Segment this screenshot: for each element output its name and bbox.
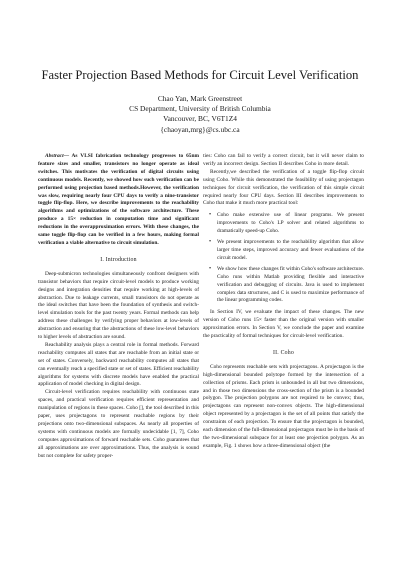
address: Vancouver, BC, V6T1Z4: [163, 114, 237, 124]
right-paragraph-1: Recently,we described the verification of a toggle flip-flop circuit using Coho. While this demonstrated the feasibility of using projectagon techniques for circuit verification, the verification of this simple circuit required nearly four CPU days. Section III describes improvements to Coho that make it much more practical tool:: [203, 168, 364, 207]
section-heading-coho: II. Coho: [273, 349, 294, 356]
abstract-text: — As VLSI fabrication technology progresses to 65nm feature sizes and smaller, transistors no longer operate as ideal switches. This motivates the verification of digital circuits using continuous models. Recently, we showed how such verification can be performed using projection based methods.However, the verification was slow, requiring nearly four CPU days to verify a nine-transistor toggle flip-flop. Here, we describe improvements to the reachability algorithms and optimizations of the software architecture. These produce a 15× reduction in computation time and significant reductions in the overapproximation errors. With these changes, the same toggle flip-flop can be verified in a few hours, making formal verification a viable alternative to circuit simulation.: [38, 153, 199, 246]
email: {chaoyan,mrg}@cs.ubc.ca: [160, 124, 240, 134]
right-column: [203, 153, 364, 451]
improvement-list: [203, 212, 364, 305]
list-item: • Coho make extensive use of linear programs. We present improvements to Coho's LP solver and related algorithms to dramatically speed-up Coho.: [217, 212, 364, 236]
affiliation: CS Department, University of British Columbia: [129, 104, 271, 114]
list-item: • We present improvements to the reachability algorithm that allow larger time steps, improved accuracy and fewer evaluations of the circuit model.: [217, 239, 364, 263]
author-block: [20, 94, 380, 135]
left-column: [38, 153, 199, 461]
paper-title: Faster Projection Based Methods for Circuit Level Verification: [41, 68, 359, 82]
right-paragraph-0: ties: Coho can fail to verify a correct circuit, but it will never claim to verify an incorrect design. Section II describes Coho in more detail.: [203, 153, 364, 167]
right-paragraph-2: In Section IV, we evaluate the impact of these changes. The new version of Coho runs 15× faster than the original version with smaller approximation errors. In Section V, we conclude the paper and examine the practicality of formal techniques for circuit-level verification.: [203, 309, 364, 340]
section-heading-introduction: I. Introduction: [100, 256, 137, 263]
right-paragraph-3: Coho represents reachable sets with projectagons. A projectagon is the high-dimensional bounded polytope formed by the intersection of a collection of prisms. Each prism is unbounded in all but two dimensions, and in those two dimensions the cross-section of the prism is a bounded polygon. The projection polygons are not required to be convex; thus, projectagons can represent non-convex objects. The high-dimensional object represented by a projectagon is the set of all points that satisfy the constraints of each projection. To ensure that the projectagon is bounded, each dimension of the full-dimensional projectagon must be in the basis of the two-dimensional subspace for at least one projection polygon. As an example, Fig. 1 shows how a three-dimensional object (the: [203, 363, 364, 449]
abstract: [38, 153, 199, 248]
author-names: Chao Yan, Mark Greenstreet: [157, 94, 243, 103]
intro-paragraph-2: Reachability analysis plays a central role in formal methods. Forward reachability computes all states that are reachable from an initial state or set of states. Conversely, backward reachability computes all states that can eventually reach a specified state or set of states. Efficient reachability algorithms for systems with discrete models have enabled the practical application of model checking in digital design.: [38, 341, 199, 388]
intro-paragraph-3: Circuit-level verification requires reachability with continuous state spaces, and practical verification requires efficient representation and manipulation of regions in these spaces. Coho [], the tool described in this paper, uses projectagons to represent reachable regions by their projections onto two-dimensional subspaces. As nearly all properties of systems with continuous models are formally undecidable [1, 7], Coho computes approximations of forward reachable sets. Coho guarantees that all approximations are over approximations. Thus, the analysis is sound but not complete for safety proper-: [38, 389, 199, 459]
list-item: • We show how these changes fit within Coho's software architecture. Coho runs within Matlab providing flexible and interactive verification and debugging of circuits. Java is used to implement complex data structures, and C is used to maximize performance of the linear programming codes.: [217, 266, 364, 306]
intro-paragraph-1: Deep-submicron technologies simultaneously confront designers with transistor behaviors that require circuit-level models to produce working designs and integration densities that require working at high-levels of abstraction. Due to leakage currents, small transistors do not operate as the ideal switches that have been the foundation of synthesis and switch-level simulation tools for the past twenty years. Formal methods can help address these challenges by verifying proper behaviors at low-levels of abstraction and ensuring that the abstractions of these low-level behaviors to higher levels of abstraction are sound.: [38, 270, 199, 341]
abstract-label: Abstract: [45, 153, 64, 159]
